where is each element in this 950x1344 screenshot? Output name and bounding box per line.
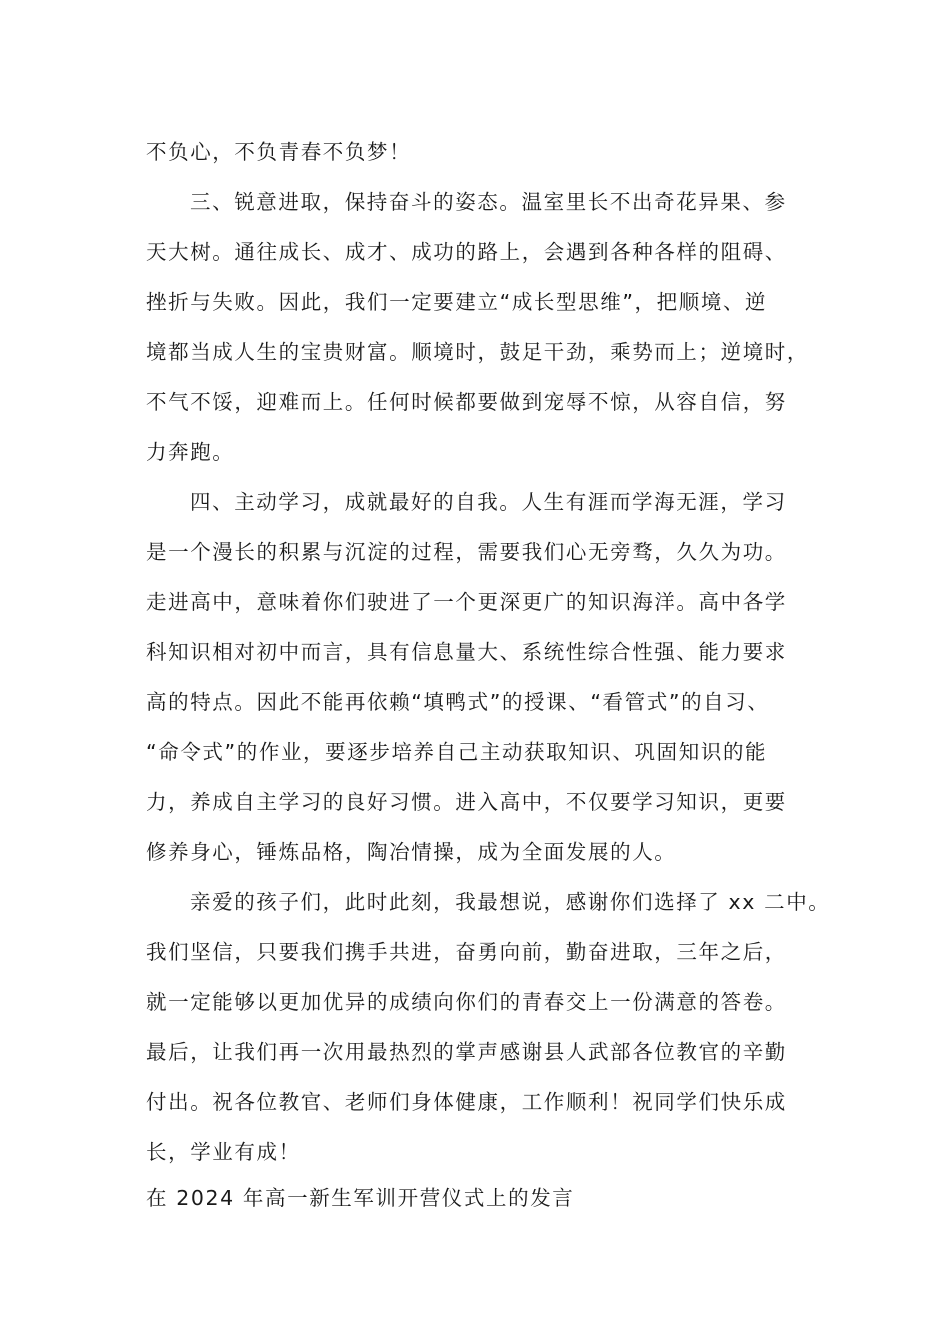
text-line: 就一定能够以更加优异的成绩向你们的青春交上一份满意的答卷。 bbox=[146, 990, 787, 1014]
text-line: 挫折与失败。因此，我们一定要建立“成长型思维”，把顺境、逆 bbox=[146, 290, 768, 314]
text-line: 我们坚信，只要我们携手共进，奋勇向前，勤奋进取，三年之后， bbox=[146, 940, 787, 964]
text-line: 境都当成人生的宝贵财富。顺境时，鼓足干劲，乘势而上；逆境时， bbox=[146, 340, 809, 364]
text-line: 力奔跑。 bbox=[146, 440, 235, 464]
text-line: “命令式”的作业，要逐步培养自己主动获取知识、巩固知识的能 bbox=[146, 740, 768, 764]
text-line: 不负心，不负青春不负梦！ bbox=[146, 140, 412, 164]
text-line: 走进高中，意味着你们驶进了一个更深更广的知识海洋。高中各学 bbox=[146, 590, 787, 614]
text-line: 最后，让我们再一次用最热烈的掌声感谢县人武部各位教官的辛勤 bbox=[146, 1040, 787, 1064]
section-heading-3: 三、锐意进取，保持奋斗的姿态。温室里长不出奇花异果、参 bbox=[190, 190, 787, 214]
text-line: 长，学业有成！ bbox=[146, 1140, 301, 1164]
text-line: 天大树。通往成长、成才、成功的路上，会遇到各种各样的阻碍、 bbox=[146, 240, 787, 264]
closing-paragraph-start: 亲爱的孩子们，此时此刻，我最想说，感谢你们选择了 xx 二中。 bbox=[190, 890, 831, 914]
text-line: 高的特点。因此不能再依赖“填鸭式”的授课、“看管式”的自习、 bbox=[146, 690, 770, 714]
text-line: 力，养成自主学习的良好习惯。进入高中，不仅要学习知识，更要 bbox=[146, 790, 787, 814]
text-line: 不气不馁，迎难而上。任何时候都要做到宠辱不惊，从容自信，努 bbox=[146, 390, 787, 414]
text-line: 科知识相对初中而言，具有信息量大、系统性综合性强、能力要求 bbox=[146, 640, 787, 664]
section-heading-4: 四、主动学习，成就最好的自我。人生有涯而学海无涯，学习 bbox=[190, 490, 787, 514]
document-title: 在 2024 年高一新生军训开营仪式上的发言 bbox=[146, 1186, 575, 1210]
text-line: 是一个漫长的积累与沉淀的过程，需要我们心无旁骛，久久为功。 bbox=[146, 540, 787, 564]
text-line: 付出。祝各位教官、老师们身体健康，工作顺利！祝同学们快乐成 bbox=[146, 1090, 787, 1114]
text-line: 修养身心，锤炼品格，陶冶情操，成为全面发展的人。 bbox=[146, 840, 677, 864]
